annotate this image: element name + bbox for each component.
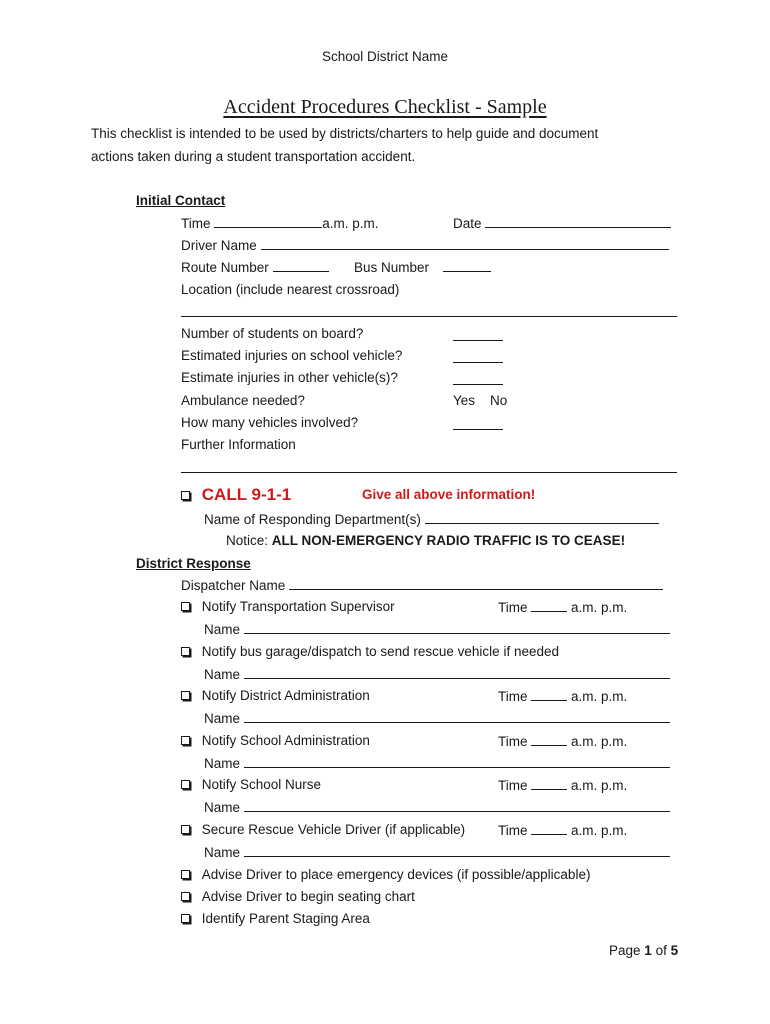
time-entry [498,733,627,750]
checkbox-icon[interactable] [181,491,190,500]
question-blank[interactable] [453,429,503,430]
question-label: Estimate injuries in other vehicle(s)? [181,370,398,385]
name-label: Name [204,711,241,726]
page-title [0,95,770,119]
dispatcher-field [181,577,663,594]
route-field [181,259,329,276]
call-911-label: CALL 9-1-1 [201,485,292,504]
checklist-item [181,644,559,660]
page-total: 5 [670,943,679,958]
checklist-item-label: Advise Driver to place emergency devices (if possible/applicable) [201,867,591,882]
ambulance-options[interactable]: Yes No [453,393,508,408]
name-label: Name [204,845,241,860]
name-entry [204,799,670,816]
intro-line-2: actions taken during a student transportation accident. [91,149,416,164]
time-label: Time [498,823,528,838]
checkbox-icon[interactable] [181,647,190,656]
time-blank[interactable] [531,777,567,790]
name-label: Name [204,622,241,637]
checklist-item-label: Identify Parent Staging Area [201,911,370,926]
dispatcher-blank[interactable] [289,577,663,590]
ampm-label: a.m. p.m. [571,778,628,793]
checkbox-icon[interactable] [181,691,190,700]
time-blank[interactable] [214,215,322,228]
driver-blank[interactable] [261,237,669,250]
ampm-label: a.m. p.m. [571,689,628,704]
question-label: Ambulance needed? [181,393,305,408]
name-label: Name [204,667,241,682]
responding-dept-field [204,511,659,528]
time-blank[interactable] [531,599,567,612]
name-entry [204,755,670,772]
name-blank[interactable] [244,666,670,679]
page-number [609,943,678,959]
call-note: Give all above information! [362,487,536,502]
question-blank[interactable] [453,340,503,341]
checklist-item [181,599,395,615]
question-blank[interactable] [453,362,503,363]
notice [226,533,625,549]
name-blank[interactable] [244,621,670,634]
ampm-label: a.m. p.m. [571,734,628,749]
date-label: Date [453,216,482,231]
route-label: Route Number [181,260,269,275]
time-entry [498,599,627,616]
time-blank[interactable] [531,688,567,701]
checklist-item [181,889,415,905]
notice-label: Notice: [226,533,269,548]
checkbox-icon[interactable] [181,825,190,834]
question-label: How many vehicles involved? [181,415,359,430]
page-of-label: of [655,943,667,958]
checklist-item-label: Notify School Administration [201,733,370,748]
responding-dept-blank[interactable] [425,511,659,524]
bus-label: Bus Number [354,260,430,275]
time-label: Time [181,216,211,231]
checklist-item-label: Notify Transportation Supervisor [201,599,395,614]
name-blank[interactable] [244,755,670,768]
name-entry [204,621,670,638]
checkbox-icon[interactable] [181,602,190,611]
question-blank[interactable] [453,384,503,385]
checklist-item-label: Advise Driver to begin seating chart [201,889,415,904]
name-label: Name [204,756,241,771]
time-label: Time [498,734,528,749]
checklist-item-label: Notify District Administration [201,688,370,703]
time-entry [498,688,627,705]
checklist-item-label: Notify School Nurse [201,777,322,792]
time-label: Time [498,689,528,704]
time-field [181,215,379,232]
location-blank[interactable] [181,316,677,317]
time-label: Time [498,778,528,793]
further-info-label: Further Information [181,437,296,452]
checkbox-icon[interactable] [181,870,190,879]
name-blank[interactable] [244,799,670,812]
checklist-item [181,777,321,793]
ampm-label: a.m. p.m. [571,823,628,838]
section-district-response: District Response [136,556,251,571]
time-blank[interactable] [531,733,567,746]
name-blank[interactable] [244,844,670,857]
time-ampm: a.m. p.m. [322,216,379,231]
checkbox-icon[interactable] [181,892,190,901]
name-entry [204,710,670,727]
section-initial-contact: Initial Contact [136,193,226,208]
call-row [181,485,291,505]
name-label: Name [204,800,241,815]
name-entry [204,666,670,683]
checklist-item-label: Secure Rescue Vehicle Driver (if applicable) [201,822,466,837]
time-entry [498,777,627,794]
name-blank[interactable] [244,710,670,723]
bus-field [354,259,491,276]
question-label: Number of students on board? [181,326,364,341]
checkbox-icon[interactable] [181,780,190,789]
bus-blank[interactable] [443,259,491,272]
further-info-blank[interactable] [181,472,677,473]
notice-text: ALL NON-EMERGENCY RADIO TRAFFIC IS TO CEASE! [271,533,626,548]
responding-dept-label: Name of Responding Department(s) [204,512,421,527]
checklist-item [181,688,370,704]
checklist-item [181,911,370,927]
ampm-label: a.m. p.m. [571,600,628,615]
dispatcher-label: Dispatcher Name [181,578,286,593]
page-current: 1 [644,943,652,958]
intro-line-1: This checklist is intended to be used by districts/charters to help guide and document [91,126,599,141]
checkbox-icon[interactable] [181,914,190,923]
time-blank[interactable] [531,822,567,835]
district-name: School District Name [321,49,449,64]
checkbox-icon[interactable] [181,736,190,745]
question-label: Estimated injuries on school vehicle? [181,348,403,363]
driver-label: Driver Name [181,238,257,253]
time-label: Time [498,600,528,615]
checklist-item [181,822,465,838]
date-field [453,215,671,232]
checklist-item [181,733,370,749]
page-label: Page [609,943,641,958]
driver-field [181,237,669,254]
name-entry [204,844,670,861]
checklist-item [181,867,590,883]
route-blank[interactable] [273,259,329,272]
location-label: Location (include nearest crossroad) [181,282,400,297]
date-blank[interactable] [485,215,671,228]
time-entry [498,822,627,839]
page-title-text: Accident Procedures Checklist - Sample [223,96,547,118]
checklist-item-label: Notify bus garage/dispatch to send rescue vehicle if needed [201,644,559,659]
